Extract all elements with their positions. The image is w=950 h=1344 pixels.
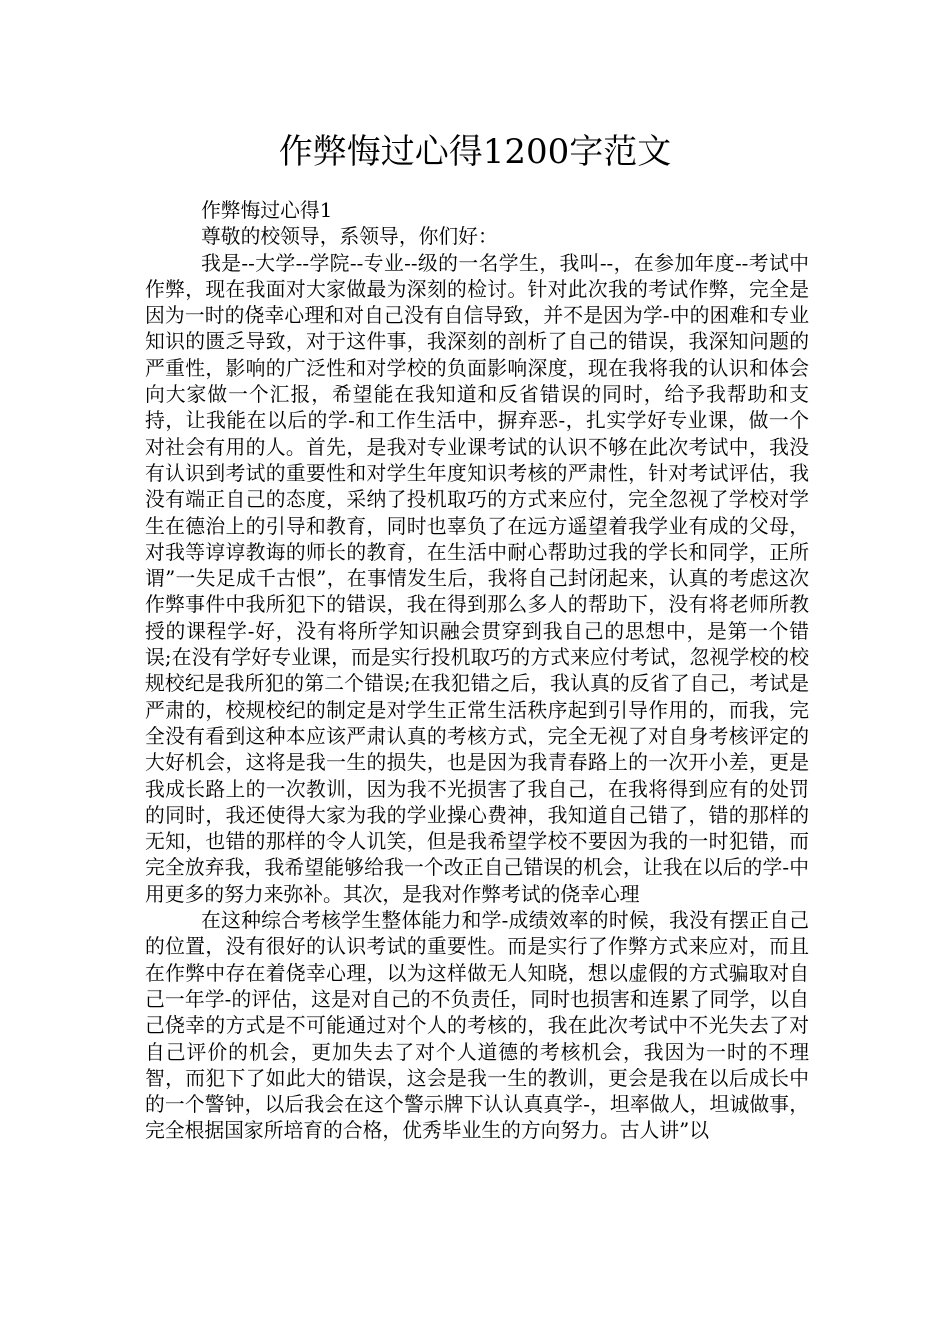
body-paragraph: 在这种综合考核学生整体能力和学-成绩效率的时候，我没有摆正自己的位置，没有很好的认识考试的重要性。而是实行了作弊方式来应对，而且在作弊中存在着侥幸心理，以为这样做无人知晓，想以虚假的方式骗取对自己一年学-的评估，这是对自己的不负责任，同时也损害和连累了同学，以自己侥幸的方式是不可能通过对个人的考核的，我在此次考试中不光失去了对自己评价的机会，更加失去了对个人道德的考核机会，我因为一时的不理智，而犯下了如此大的错误，这会是我一生的教训，更会是我在以后成长中的一个警钟，以后我会在这个警示牌下认认真真学-，坦率做人，坦诚做事，完全根据国家所培育的合格，优秀毕业生的方向努力。古人讲”以: [145, 909, 809, 1143]
salutation: 尊敬的校领导，系领导，你们好：: [201, 225, 498, 249]
body-paragraph: 我是--大学--学院--专业--级的一名学生，我叫--，在参加年度--考试中作弊，现在我面对大家做最为深刻的检讨。针对此次我的考试作弊，完全是因为一时的侥幸心理和对自己没有自信导致，并不是因为学-中的困难和专业知识的匮乏导致，对于这件事，我深刻的剖析了自己的错误，我深知问题的严重性，影响的广泛性和对学校的负面影响深度，现在我将我的认识和体会向大家做一个汇报，希望能在我知道和反省错误的同时，给予我帮助和支持，让我能在以后的学-和工作生活中，摒弃恶-，扎实学好专业课，做一个对社会有用的人。首先，是我对专业课考试的认识不够在此次考试中，我没有认识到考试的重要性和对学生年度知识考核的严肃性，针对考试评估，我没有端正自己的态度，采纳了投机取巧的方式来应付，完全忽视了学校对学生在德治上的引导和教育，同时也辜负了在远方遥望着我学业有成的父母，对我等谆谆教诲的师长的教育，在生活中耐心帮助过我的学长和同学，正所谓”一失足成千古恨”，在事情发生后，我将自己封闭起来，认真的考虑这次作弊事件中我所犯下的错误，我在得到那么多人的帮助下，没有将老师所教授的课程学-好，没有将所学知识融会贯穿到我自己的思想中，是第一个错误;在没有学好专业课，而是实行投机取巧的方式来应付考试，忽视学校的校规校纪是我所犯的第二个错误;在我犯错之后，我认真的反省了自己，考试是严肃的，校规校纪的制定是对学生正常生活秩序起到引导作用的，而我，完全没有看到这种本应该严肃认真的考核方式，完全无视了对自身考核评定的大好机会，这将是我一生的损失，也是因为我青春路上的一次开小差，更是我成长路上的一次教训，因为我不光损害了我自己，在我将得到应有的处罚的同时，我还使得大家为我的学业操心费神，我知道自己错了，错的那样的无知，也错的那样的令人讥笑，但是我希望学校不要因为我的一时犯错，而完全放弃我，我希望能够给我一个改正自己错误的机会，让我在以后的学-中用更多的努力来弥补。其次，是我对作弊考试的侥幸心理: [145, 251, 809, 906]
document-body: [145, 198, 809, 1145]
section-heading: 作弊悔过心得1: [201, 199, 333, 222]
document-title: 作弊悔过心得1200字范文: [278, 132, 672, 172]
